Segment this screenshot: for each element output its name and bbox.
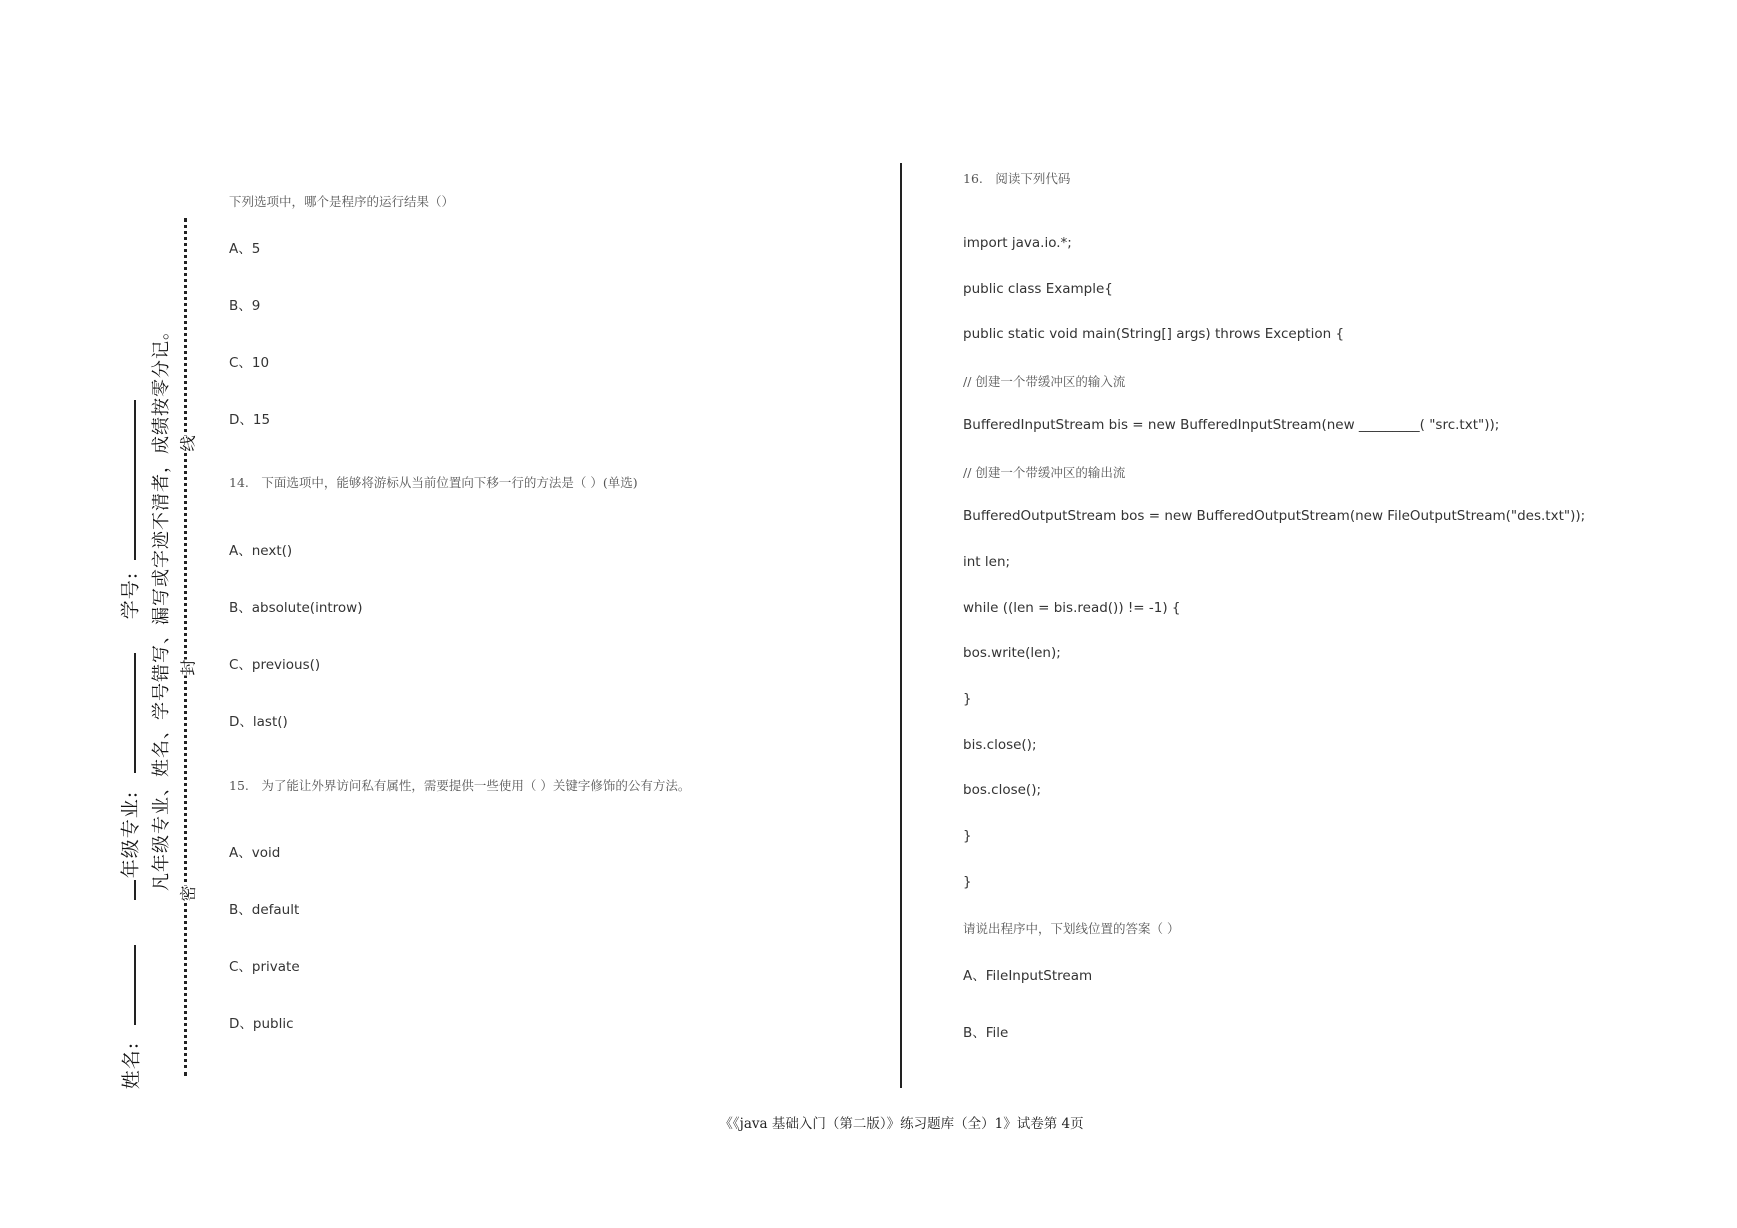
- code-comment: // 创建一个带缓冲区的输入流: [963, 374, 1126, 389]
- code-line: import java.io.*;: [963, 235, 1072, 251]
- q16-option-b: B、File: [963, 1025, 1009, 1041]
- q15-option-c: C、private: [229, 959, 300, 975]
- q13-option-d: D、15: [229, 412, 271, 428]
- q14-prompt: 14. 下面选项中，能够将游标从当前位置向下移一行的方法是（ ）(单选): [229, 475, 638, 490]
- q15-option-d: D、public: [229, 1016, 294, 1032]
- column-divider: [900, 163, 902, 1088]
- grade-underline-lower: [134, 880, 136, 900]
- q14-option-c: C、previous(): [229, 657, 321, 673]
- q15-option-b: B、default: [229, 902, 300, 918]
- q16-option-a: A、FileInputStream: [963, 968, 1093, 984]
- code-line: int len;: [963, 554, 1011, 570]
- binding-notice: 凡年级专业、姓名、学号错写、漏写或字迹不清者，成绩按零分记。: [151, 321, 172, 891]
- page-footer: 《《java 基础入门（第二版）》练习题库（全）1》试卷第 4页: [719, 1116, 1084, 1132]
- code-line: }: [963, 828, 972, 844]
- name-underline: [134, 945, 136, 1025]
- grade-underline: [134, 653, 136, 773]
- q15-prompt: 15. 为了能让外界访问私有属性，需要提供一些使用（ ）关键字修饰的公有方法。: [229, 778, 691, 793]
- seal-char-feng: 封: [174, 659, 201, 675]
- q13-prompt: 下列选项中，哪个是程序的运行结果（）: [229, 194, 455, 209]
- code-line: bos.close();: [963, 782, 1042, 798]
- seal-char-mi: 密: [174, 885, 201, 901]
- q14-option-a: A、next(): [229, 543, 293, 559]
- student-no-label: 学号:: [119, 571, 142, 620]
- code-line: while ((len = bis.read()) != -1) {: [963, 600, 1181, 616]
- code-comment: // 创建一个带缓冲区的输出流: [963, 465, 1126, 480]
- q15-option-a: A、void: [229, 845, 281, 861]
- code-line: }: [963, 874, 972, 890]
- code-line: }: [963, 691, 972, 707]
- q13-option-b: B、9: [229, 298, 261, 314]
- q14-option-d: D、last(): [229, 714, 288, 730]
- student-no-underline: [134, 400, 136, 560]
- code-line: public static void main(String[] args) throws Exception {: [963, 326, 1345, 342]
- q16-question: 请说出程序中，下划线位置的答案（ ）: [963, 921, 1180, 936]
- q16-prompt: 16. 阅读下列代码: [963, 171, 1071, 186]
- seal-dotted-line: [184, 218, 187, 1076]
- code-line: bos.write(len);: [963, 645, 1061, 661]
- q14-option-b: B、absolute(introw): [229, 600, 363, 616]
- code-line: public class Example{: [963, 281, 1113, 297]
- name-label: 姓名:: [120, 1041, 143, 1090]
- code-line: BufferedInputStream bis = new BufferedInputStream(new _________( "src.txt"));: [963, 417, 1500, 433]
- seal-char-xian: 线: [174, 435, 201, 451]
- q13-option-a: A、5: [229, 241, 261, 257]
- q13-option-c: C、10: [229, 355, 270, 371]
- grade-label: 年级专业:: [119, 790, 142, 879]
- code-line: bis.close();: [963, 737, 1037, 753]
- code-line: BufferedOutputStream bos = new BufferedOutputStream(new FileOutputStream("des.txt"));: [963, 508, 1586, 524]
